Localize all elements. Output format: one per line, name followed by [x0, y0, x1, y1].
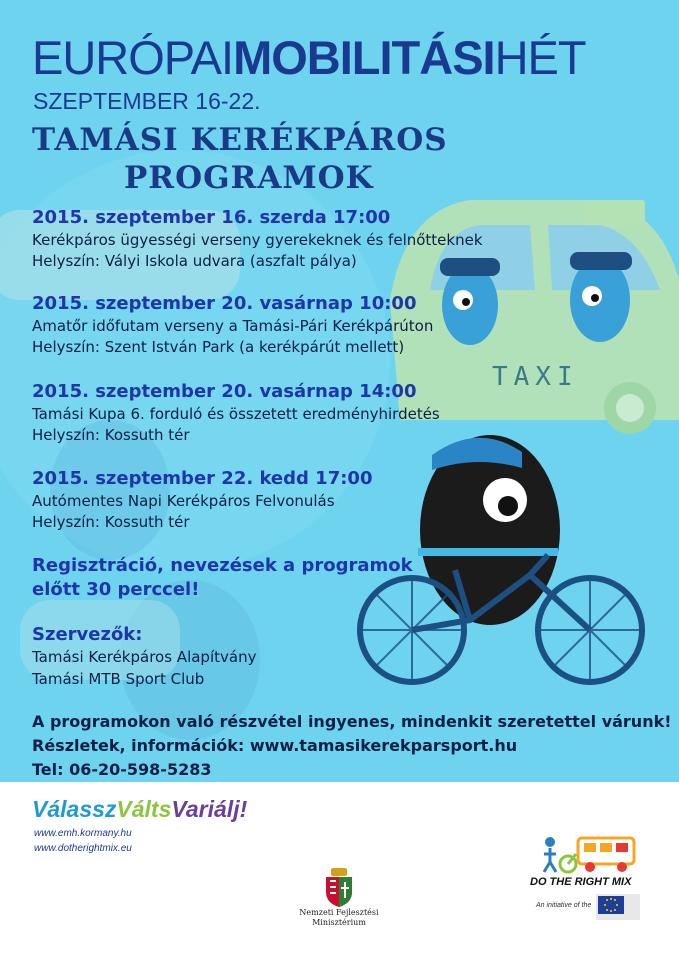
event-name: Tamási Kupa 6. forduló és összetett eredményhirdetés	[32, 405, 440, 423]
event-date: 2015. szeptember 16. szerda 17:00	[32, 207, 391, 228]
info-free-entry: A programokon való részvétel ingyenes, mindenkit szeretettel várunk!	[32, 712, 672, 731]
event-place: Helyszín: Szent István Park (a kerékpárút mellett)	[32, 338, 405, 356]
initiative-label: An initiative of the	[536, 902, 592, 909]
brand-part-het: HÉT	[494, 31, 586, 84]
week-dates: SZEPTEMBER 16-22.	[33, 88, 261, 114]
registration-note	[32, 554, 413, 602]
info-block	[32, 710, 672, 782]
event-3	[32, 380, 440, 446]
event-4	[32, 467, 372, 533]
info-website[interactable]: Részletek, információk: www.tamasikerekparsport.hu	[32, 736, 518, 755]
slogan-part-3: Variálj!	[171, 796, 248, 822]
event-place: Helyszín: Kossuth tér	[32, 513, 190, 531]
info-phone: Tel: 06-20-598-5283	[32, 760, 212, 779]
slogan-part-2: Válts	[116, 796, 172, 822]
organizers-heading: Szervezők:	[32, 624, 143, 645]
event-1	[32, 206, 483, 272]
slogan	[32, 796, 247, 823]
event-date: 2015. szeptember 20. vasárnap 10:00	[32, 293, 417, 314]
event-name: Kerékpáros ügyességi verseny gyerekeknek és felnőtteknek	[32, 231, 483, 249]
eu-flag-icon	[596, 894, 640, 920]
do-the-right-mix-logo-icon	[538, 832, 638, 874]
slogan-part-1: Válassz	[32, 796, 117, 822]
event-name: Autómentes Napi Kerékpáros Felvonulás	[32, 492, 335, 510]
registration-line1: Regisztráció, nevezések a programok	[32, 555, 413, 576]
organizer-item: Tamási Kerékpáros Alapítvány	[32, 648, 257, 666]
program-title-line2: PROGRAMOK	[124, 160, 374, 196]
event-2	[32, 292, 433, 358]
link-dotherightmix[interactable]: www.dotherightmix.eu	[34, 843, 132, 854]
taxi-sign-text: TAXI	[492, 362, 579, 392]
organizers	[32, 624, 256, 690]
ministry-line2: Minisztérium	[312, 918, 366, 927]
event-date: 2015. szeptember 20. vasárnap 14:00	[32, 381, 417, 402]
ministry-line1: Nemzeti Fejlesztési	[299, 908, 379, 917]
brand-part-europai: EURÓPAI	[32, 31, 234, 84]
event-place: Helyszín: Vályi Iskola udvara (aszfalt pálya)	[32, 252, 357, 270]
hungarian-coat-of-arms-icon	[322, 868, 356, 908]
ministry-label	[296, 908, 382, 928]
footer-links	[34, 826, 132, 856]
event-date: 2015. szeptember 22. kedd 17:00	[32, 468, 373, 489]
brand-title	[32, 32, 586, 84]
do-the-right-mix-label: DO THE RIGHT MIX	[530, 876, 632, 888]
registration-line2: előtt 30 perccel!	[32, 579, 200, 600]
event-name: Amatőr időfutam verseny a Tamási-Pári Kerékpárúton	[32, 317, 434, 335]
organizer-item: Tamási MTB Sport Club	[32, 670, 205, 688]
link-emh[interactable]: www.emh.kormany.hu	[34, 828, 132, 839]
event-place: Helyszín: Kossuth tér	[32, 426, 190, 444]
program-title-line1: TAMÁSI KERÉKPÁROS	[32, 122, 448, 158]
brand-part-mobilitasi: MOBILITÁSI	[233, 31, 495, 84]
